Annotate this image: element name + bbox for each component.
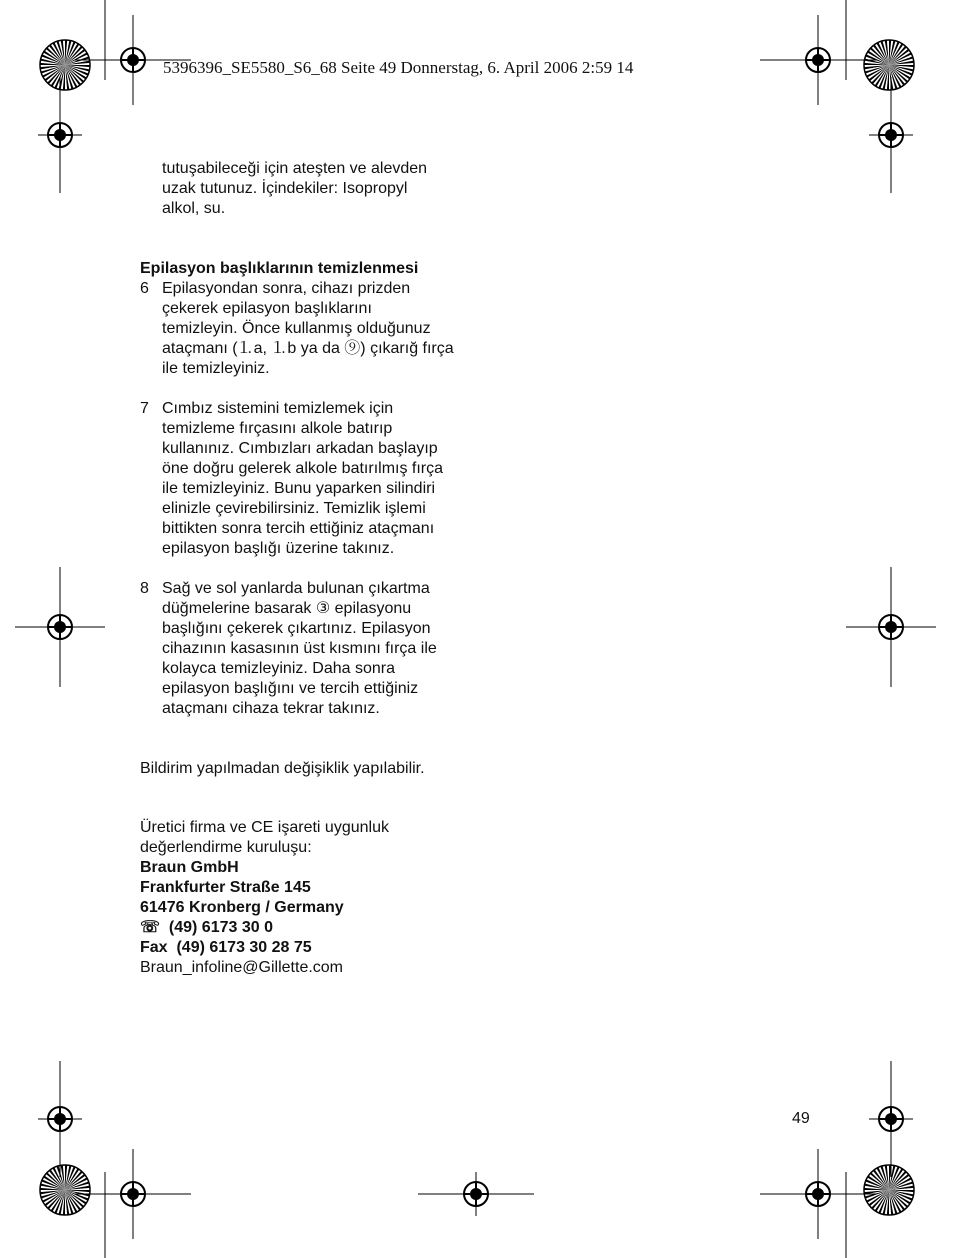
step-line: kolayca temizleyiniz. Daha sonra (162, 660, 395, 677)
page-number: 49 (792, 1110, 810, 1127)
street-address: Frankfurter Straße 145 (140, 879, 311, 896)
registration-crosshair-icon (869, 77, 913, 193)
step-line: epilasyon başlığı üzerine takınız. (162, 540, 395, 557)
print-imprint: 5396396_SE5580_S6_68 Seite 49 Donnerstag, 6. April 2006 2:59 14 (163, 58, 634, 77)
step-line: bittikten sonra tercih ettiğiniz ataçmanı (162, 520, 435, 537)
text-line: uzak tutunuz. İçindekiler: Isopropyl (162, 180, 408, 197)
registration-crosshair-icon (760, 15, 876, 105)
registration-crosshair-icon (38, 1061, 82, 1177)
step-line: temizleyin. Önce kullanmış olduğunuz (162, 320, 431, 337)
change-notice: Bildirim yapılmadan değişiklik yapılabilir. (140, 760, 425, 777)
manufacturer-intro: değerlendirme kuruluşu: (140, 839, 312, 856)
step-line: ataçmanı cihaza tekrar takınız. (162, 700, 380, 717)
text-line: alkol, su. (162, 200, 226, 217)
registration-crosshair-icon (75, 15, 191, 105)
starburst-icon (864, 1165, 914, 1215)
step-number: 7 (140, 400, 149, 417)
starburst-icon (40, 40, 90, 90)
step-number: 6 (140, 280, 149, 297)
fax-number: (49) 6173 30 28 75 (176, 939, 312, 956)
city-address: 61476 Kronberg / Germany (140, 899, 344, 916)
manufacturer-intro: Üretici firma ve CE işareti uygunluk (140, 819, 389, 836)
step-line: düğmelerine basarak ③ epilasyonu (162, 600, 412, 617)
step-line: ataçmanı (⒈a, ⒈b ya da ⑨) çıkarığ fırça (162, 340, 454, 357)
registration-crosshair-icon (418, 1172, 534, 1216)
registration-crosshair-icon (38, 77, 82, 193)
section-heading: Epilasyon başlıklarının temizlenmesi (140, 260, 419, 277)
step-line: Cımbız sistemini temizlemek için (162, 400, 394, 417)
phone-icon: ☏ (140, 919, 161, 936)
company-name: Braun GmbH (140, 859, 239, 876)
registration-crosshair-icon (869, 1061, 913, 1177)
registration-crosshair-icon (75, 1149, 191, 1239)
step-line: ile temizleyiniz. (162, 360, 270, 377)
phone-number: (49) 6173 30 0 (168, 919, 273, 936)
email-address: Braun_infoline@Gillette.com (140, 959, 344, 976)
registration-crosshair-icon (15, 567, 105, 687)
step-line: başlığını çekerek çıkartınız. Epilasyon (162, 620, 431, 637)
starburst-icon (40, 1165, 90, 1215)
step-line: epilasyon başlığını ve tercih ettiğiniz (162, 680, 419, 697)
step-line: öne doğru gelerek alkole batırılmış fırça (162, 460, 444, 477)
step-line: kullanınız. Cımbızları arkadan başlayıp (162, 440, 438, 457)
text-line: tutuşabileceği için ateşten ve alevden (162, 160, 428, 177)
step-line: Sağ ve sol yanlarda bulunan çıkartma (162, 580, 430, 597)
step-line: Epilasyondan sonra, cihazı prizden (162, 280, 411, 297)
fax-label: Fax (140, 939, 168, 956)
registration-crosshair-icon (846, 567, 936, 687)
step-number: 8 (140, 580, 149, 597)
step-line: temizleme fırçasını alkole batırıp (162, 420, 393, 437)
step-line: elinizle çevirebilirsiniz. Temizlik işlemi (162, 500, 426, 517)
step-line: ile temizleyiniz. Bunu yaparken silindiri (162, 480, 436, 497)
step-line: cihazının kasasının üst kısmını fırça ile (162, 640, 437, 657)
starburst-icon (864, 40, 914, 90)
registration-crosshair-icon (760, 1149, 876, 1239)
step-line: çekerek epilasyon başlıklarını (162, 300, 372, 317)
